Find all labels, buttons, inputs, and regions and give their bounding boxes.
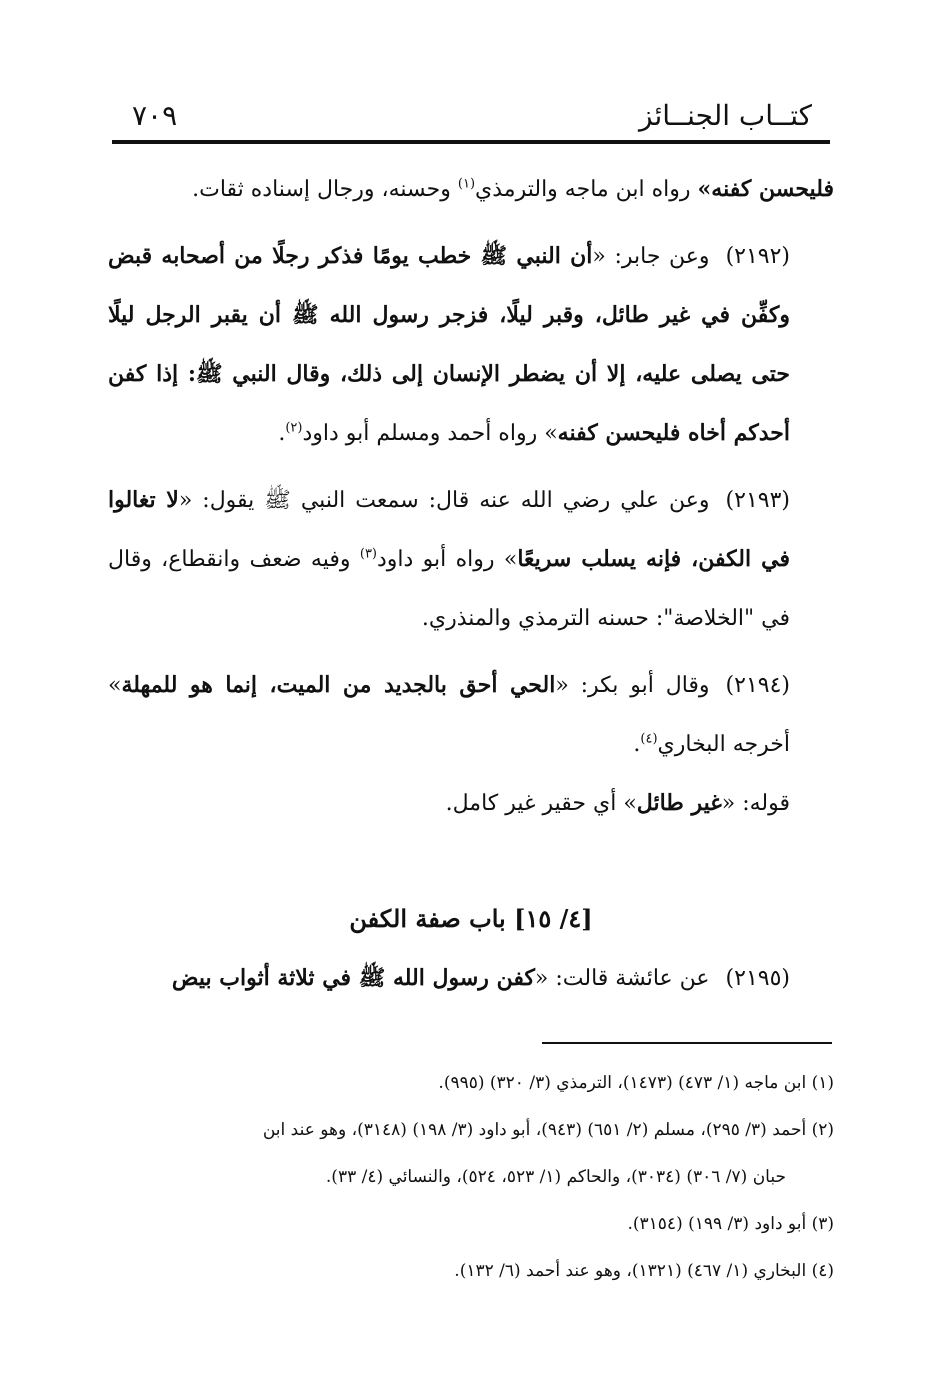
hadith-number: (٢١٩٥) <box>725 966 790 991</box>
page-header <box>112 92 830 144</box>
chapter-title: كتــاب الجنــائز <box>639 99 812 132</box>
explanation-note <box>108 774 834 833</box>
header-rule <box>112 140 830 144</box>
footnote-3: (٣) أبو داود (٣/ ١٩٩) (٣١٥٤). <box>627 1214 834 1234</box>
hadith-2195 <box>108 949 834 1008</box>
hadith-2193 <box>108 471 834 648</box>
body-text <box>108 160 834 1008</box>
footnote-2: (٢) أحمد (٣/ ٢٩٥)، مسلم (٢/ ٦٥١) (٩٤٣)، أبو داود (٣/ ١٩٨) (٣١٤٨)، وهو عند ابن <box>262 1120 834 1140</box>
plain-text: وعن جابر: « <box>592 244 710 269</box>
section-heading: [٤/ ١٥] باب صفة الكفن <box>349 904 593 933</box>
hadith-text: أن النبي ﷺ خطب يومًا فذكر رجلًا من أصحابه قبض وكفِّن في غير طائل، وقبر ليلًا، فزجر رسول الله ﷺ أن يقبر الرجل ليلًا حتى يصلى عليه، إلا أن يضطر الإنسان إلى ذلك، وقال النبي ﷺ: إذا كفن أحدكم أخاه فليحسن كفنه <box>108 243 790 446</box>
footnotes <box>108 1060 834 1295</box>
plain-text: . <box>633 732 641 757</box>
plain-text: قوله: « <box>721 791 790 816</box>
plain-text: . <box>278 421 286 446</box>
footnote-ref: (١) <box>457 176 476 192</box>
page-number: ٧٠٩ <box>132 99 178 132</box>
bold-text: فليحسن كفنه» <box>697 176 834 202</box>
bold-text: غير طائل <box>636 790 722 816</box>
hadith-2192 <box>108 227 834 463</box>
footnote-ref: (٢) <box>285 420 303 436</box>
footnote-4: (٤) البخاري (١/ ٤٦٧) (١٣٢١)، وهو عند أحمد (٦/ ١٣٢). <box>454 1261 834 1281</box>
hadith-text: لا تغالوا في الكفن، فإنه يسلب سريعًا <box>108 487 790 572</box>
plain-text: رواه ابن ماجه والترمذي <box>475 177 698 202</box>
hadith-number: (٢١٩٤) <box>725 673 790 698</box>
footnote-2-continuation: حبان (٧/ ٣٠٦) (٣٠٣٤)، والحاكم (١/ ٥٢٣، ٥٢٤)، والنسائي (٤/ ٣٣). <box>325 1167 786 1187</box>
plain-text: » رواه أحمد ومسلم أبو داود <box>302 421 558 446</box>
plain-text: وعن علي رضي الله عنه قال: سمعت النبي ﷺ يقول: « <box>178 488 710 513</box>
plain-text: عن عائشة قالت: « <box>534 966 710 991</box>
hadith-number: (٢١٩٣) <box>725 488 790 513</box>
paragraph-continuation <box>108 160 834 219</box>
hadith-2194 <box>108 656 834 774</box>
hadith-number: (٢١٩٢) <box>725 244 791 269</box>
footnote-1: (١) ابن ماجه (١/ ٤٧٣) (١٤٧٣)، الترمذي (٣/ ٣٢٠) (٩٩٥). <box>438 1073 834 1093</box>
plain-text: وقال أبو بكر: « <box>555 673 710 698</box>
plain-text: » رواه أبو داود <box>377 547 518 572</box>
plain-text: وفيه ضعف وانقطاع، وقال في "الخلاصة": حسنه الترمذي والمنذري. <box>108 547 790 631</box>
footnote-rule <box>542 1042 832 1044</box>
plain-text: » أي حقير غير كامل. <box>445 791 637 816</box>
plain-text: » أخرجه البخاري <box>108 673 790 757</box>
footnote-ref: (٣) <box>359 546 377 562</box>
plain-text: وحسنه، ورجال إسناده ثقات. <box>192 177 458 202</box>
hadith-text: كفن رسول الله ﷺ في ثلاثة أثواب بيض <box>171 965 535 991</box>
footnote-ref: (٤) <box>640 731 658 747</box>
hadith-text: الحي أحق بالجديد من الميت، إنما هو للمهلة <box>121 672 556 698</box>
